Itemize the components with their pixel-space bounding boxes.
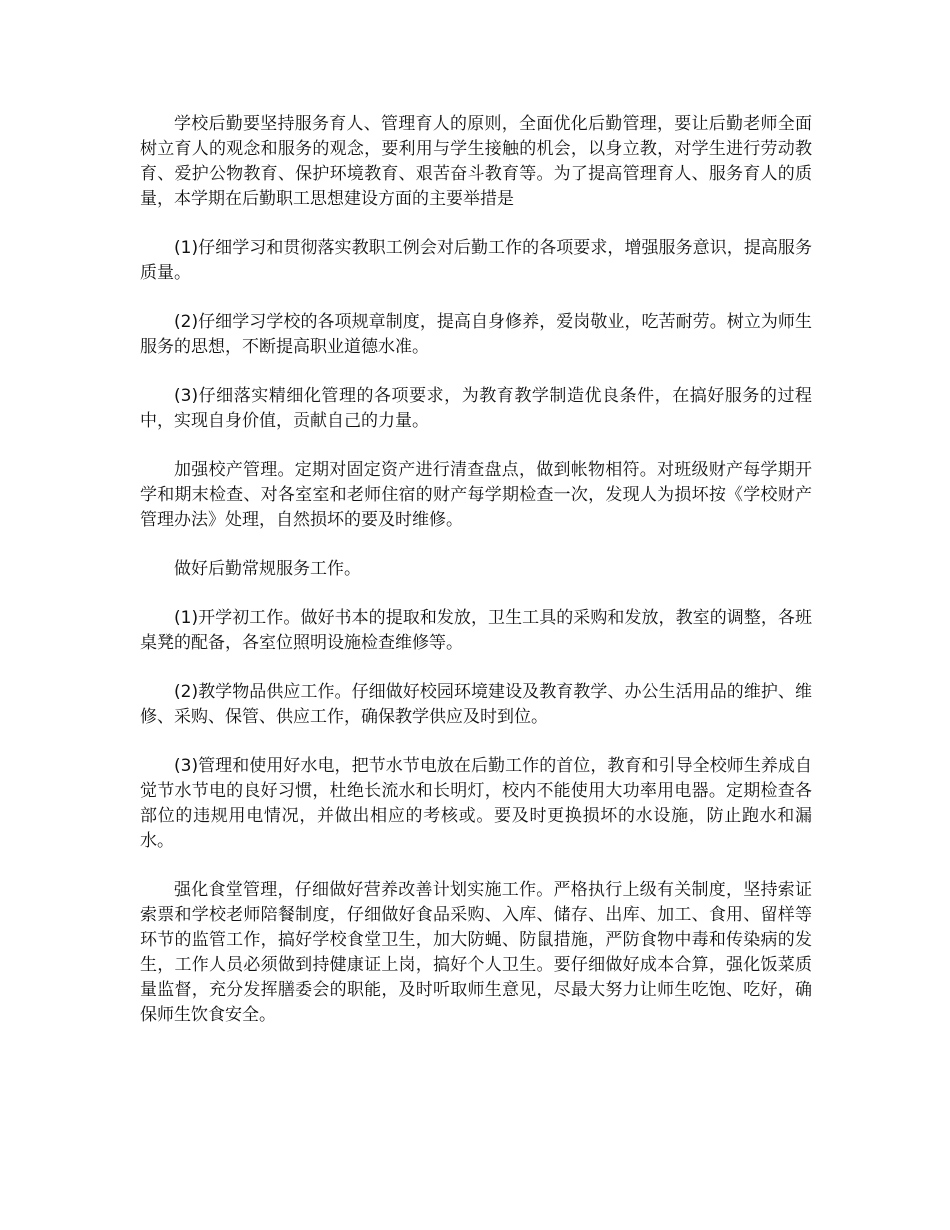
paragraph-7: (1)开学初工作。做好书本的提取和发放，卫生工具的采购和发放，教室的调整，各班桌凳的配备，各室位照明设施检查维修等。 [140, 608, 812, 653]
paragraph-8: (2)教学物品供应工作。仔细做好校园环境建设及教育教学、办公生活用品的维护、维修、采购、保管、供应工作，确保教学供应及时到位。 [140, 682, 812, 727]
paragraph-2: (1)仔细学习和贯彻落实教职工例会对后勤工作的各项要求，增强服务意识，提高服务质量。 [140, 238, 812, 283]
paragraph-5: 加强校产管理。定期对固定资产进行清查盘点，做到帐物相符。对班级财产每学期开学和期末检查、对各室室和老师住宿的财产每学期检查一次，发现人为损坏按《学校财产管理办法》处理，自然损坏的要及时维修。 [140, 460, 812, 530]
paragraph-3: (2)仔细学习学校的各项规章制度，提高自身修养，爱岗敬业，吃苦耐劳。树立为师生服务的思想，不断提高职业道德水准。 [140, 312, 812, 357]
paragraph-4: (3)仔细落实精细化管理的各项要求，为教育教学制造优良条件，在搞好服务的过程中，实现自身价值，贡献自己的力量。 [140, 386, 812, 431]
paragraph-9: (3)管理和使用好水电，把节水节电放在后勤工作的首位，教育和引导全校师生养成自觉节水节电的良好习惯，杜绝长流水和长明灯，校内不能使用大功率用电器。定期检查各部位的违规用电情况，并做出相应的考核或。要及时更换损坏的水设施，防止跑水和漏水。 [140, 756, 812, 851]
paragraph-10: 强化食堂管理，仔细做好营养改善计划实施工作。严格执行上级有关制度，坚持索证索票和学校老师陪餐制度，仔细做好食品采购、入库、储存、出库、加工、食用、留样等环节的监管工作，搞好学校食堂卫生，加大防蝇、防鼠措施，严防食物中毒和传染病的发生，工作人员必须做到持健康证上岗，搞好个人卫生。要仔细做好成本合算，强化饭菜质量监督，充分发挥膳委会的职能，及时听取师生意见，尽最大努力让师生吃饱、吃好，确保师生饮食安全。 [140, 880, 812, 1025]
paragraph-6: 做好后勤常规服务工作。 [174, 559, 361, 579]
paragraph-1: 学校后勤要坚持服务育人、管理育人的原则，全面优化后勤管理，要让后勤老师全面树立育人的观念和服务的观念，要利用与学生接触的机会，以身立教，对学生进行劳动教育、爱护公物教育、保护环境教育、艰苦奋斗教育等。为了提高管理育人、服务育人的质量，本学期在后勤职工思想建设方面的主要举措是 [140, 114, 812, 209]
document-body [140, 112, 812, 1052]
